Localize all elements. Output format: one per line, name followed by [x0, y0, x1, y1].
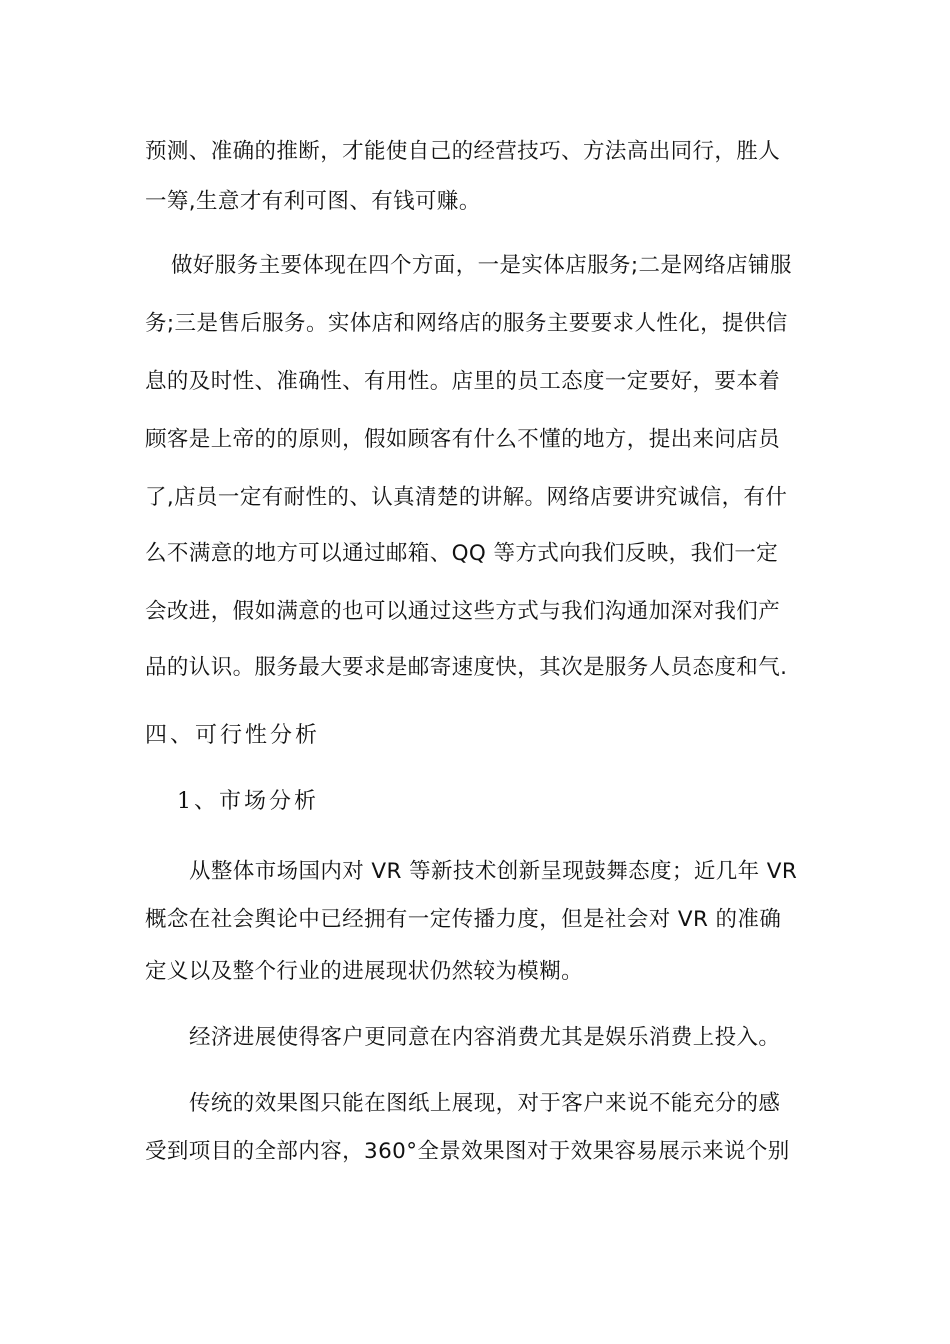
- paragraph-3-line-2: 概念在社会舆论中已经拥有一定传播力度，但是社会对 VR 的准确: [145, 907, 782, 932]
- subsection-heading: 1、市场分析: [177, 789, 319, 814]
- paragraph-1-line-2: 一筹,生意才有利可图、有钱可赚。: [145, 189, 481, 214]
- paragraph-5-line-2: 受到项目的全部内容，360°全景效果图对于效果容易展示来说个别: [145, 1139, 790, 1164]
- paragraph-5-line-1: 传统的效果图只能在图纸上展现，对于客户来说不能充分的感: [189, 1091, 781, 1116]
- paragraph-2-line-6: 么不满意的地方可以通过邮箱、QQ 等方式向我们反映，我们一定: [145, 541, 779, 566]
- paragraph-2-line-3: 息的及时性、准确性、有用性。店里的员工态度一定要好，要本着: [145, 369, 781, 394]
- paragraph-2-line-2: 务;三是售后服务。实体店和网络店的服务主要要求人性化，提供信: [145, 311, 788, 336]
- paragraph-1-line-1: 预测、准确的推断，才能使自己的经营技巧、方法高出同行，胜人: [145, 139, 781, 164]
- paragraph-2-line-4: 顾客是上帝的的原则，假如顾客有什么不懂的地方，提出来问店员: [145, 427, 781, 452]
- paragraph-2-line-8: 品的认识。服务最大要求是邮寄速度快，其次是服务人员态度和气.: [145, 655, 788, 680]
- paragraph-2-line-1: 做好服务主要体现在四个方面，一是实体店服务;二是网络店铺服: [171, 253, 792, 278]
- paragraph-2-line-5: 了,店员一定有耐性的、认真清楚的讲解。网络店要讲究诚信，有什: [145, 485, 788, 510]
- paragraph-3-line-3: 定义以及整个行业的进展现状仍然较为模糊。: [145, 959, 584, 984]
- paragraph-2-line-7: 会改进，假如满意的也可以通过这些方式与我们沟通加深对我们产: [145, 599, 781, 624]
- paragraph-3-line-1: 从整体市场国内对 VR 等新技术创新呈现鼓舞态度；近几年 VR: [189, 859, 798, 884]
- section-heading: 四、可行性分析: [145, 723, 321, 748]
- paragraph-4-line-1: 经济进展使得客户更同意在内容消费尤其是娱乐消费上投入。: [189, 1025, 781, 1050]
